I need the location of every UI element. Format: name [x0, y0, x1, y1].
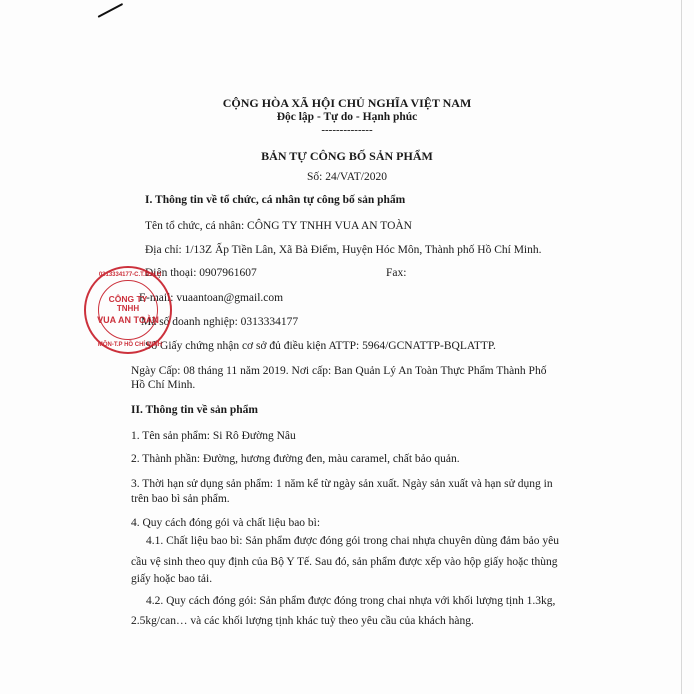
org-name: Tên tổ chức, cá nhân: CÔNG TY TNHH VUA AN TOÀN: [145, 220, 412, 232]
issue-line-1: Ngày Cấp: 08 tháng 11 năm 2019. Nơi cấp: Ban Quản Lý An Toàn Thực Phẩm Thành Phố: [131, 365, 547, 377]
packaging-material-line-2: cầu vệ sinh theo quy định của Bộ Y Tế. Sau đó, sản phẩm được xếp vào hộp giấy hoặc thùng: [131, 556, 558, 568]
fax: Fax:: [386, 267, 407, 279]
section2-heading: II. Thông tin về sản phẩm: [131, 404, 258, 416]
issue-line-2: Hồ Chí Minh.: [131, 379, 196, 391]
document-title: BẢN TỰ CÔNG BỐ SẢN PHẨM: [261, 149, 433, 163]
motto: Độc lập - Tự do - Hạnh phúc: [276, 111, 418, 123]
stamp-ring-bottom: MÔN-T.P HỒ CHÍ MINH: [97, 342, 163, 348]
stamp-ring-top: 0313334177-C.T.N.H.H: [98, 272, 162, 278]
tax-code: Mã số doanh nghiệp: 0313334177: [141, 316, 299, 328]
section1-heading: I. Thông tin về tổ chức, cá nhân tự công bố sản phẩm: [145, 194, 406, 206]
ingredients: 2. Thành phần: Đường, hương đường đen, màu caramel, chất bảo quản.: [131, 453, 460, 465]
stamp-line-2: TNHH: [116, 304, 140, 313]
shelf-life-line-2: trên bao bì sản phẩm.: [131, 493, 230, 505]
stamp-line-3: VUA AN TOÀN: [97, 315, 159, 325]
country-header: CỘNG HÒA XÃ HỘI CHỦ NGHĨA VIỆT NAM: [222, 96, 472, 110]
packaging-heading: 4. Quy cách đóng gói và chất liệu bao bì:: [131, 517, 321, 529]
company-stamp: [84, 266, 172, 354]
stamp-line-1: CÔNG TY: [108, 294, 148, 304]
shelf-life-line-1: 3. Thời hạn sử dụng sản phẩm: 1 năm kể từ ngày sản xuất. Ngày sản xuất và hạn sử dụng in: [131, 478, 553, 490]
document-number: Số: 24/VAT/2020: [307, 171, 387, 183]
header-divider: --------------: [321, 124, 373, 136]
product-name: 1. Tên sản phẩm: Si Rô Đường Nâu: [131, 430, 296, 442]
phone: Điện thoại: 0907961607: [145, 267, 257, 279]
certificate: Số Giấy chứng nhận cơ sở đủ điều kiện ATTP: 5964/GCNATTP-BQLATTP.: [145, 340, 496, 352]
email: E-mail: vuaantoan@gmail.com: [139, 292, 284, 304]
address: Địa chỉ: 1/13Z Ấp Tiền Lân, Xã Bà Điểm, Huyện Hóc Môn, Thành phố Hồ Chí Minh.: [145, 244, 542, 256]
packaging-spec-line-2: 2.5kg/can… và các khối lượng tịnh khác tuỳ theo yêu cầu của khách hàng.: [131, 615, 474, 627]
packaging-spec-line-1: 4.2. Quy cách đóng gói: Sản phẩm được đóng trong chai nhựa với khối lượng tịnh 1.3kg,: [146, 595, 556, 607]
pen-mark: [98, 3, 124, 18]
packaging-material-line-3: giấy hoặc bao tải.: [131, 573, 213, 585]
packaging-material-line-1: 4.1. Chất liệu bao bì: Sản phẩm được đóng gói trong chai nhựa chuyên dùng đảm bảo yêu: [146, 535, 559, 547]
